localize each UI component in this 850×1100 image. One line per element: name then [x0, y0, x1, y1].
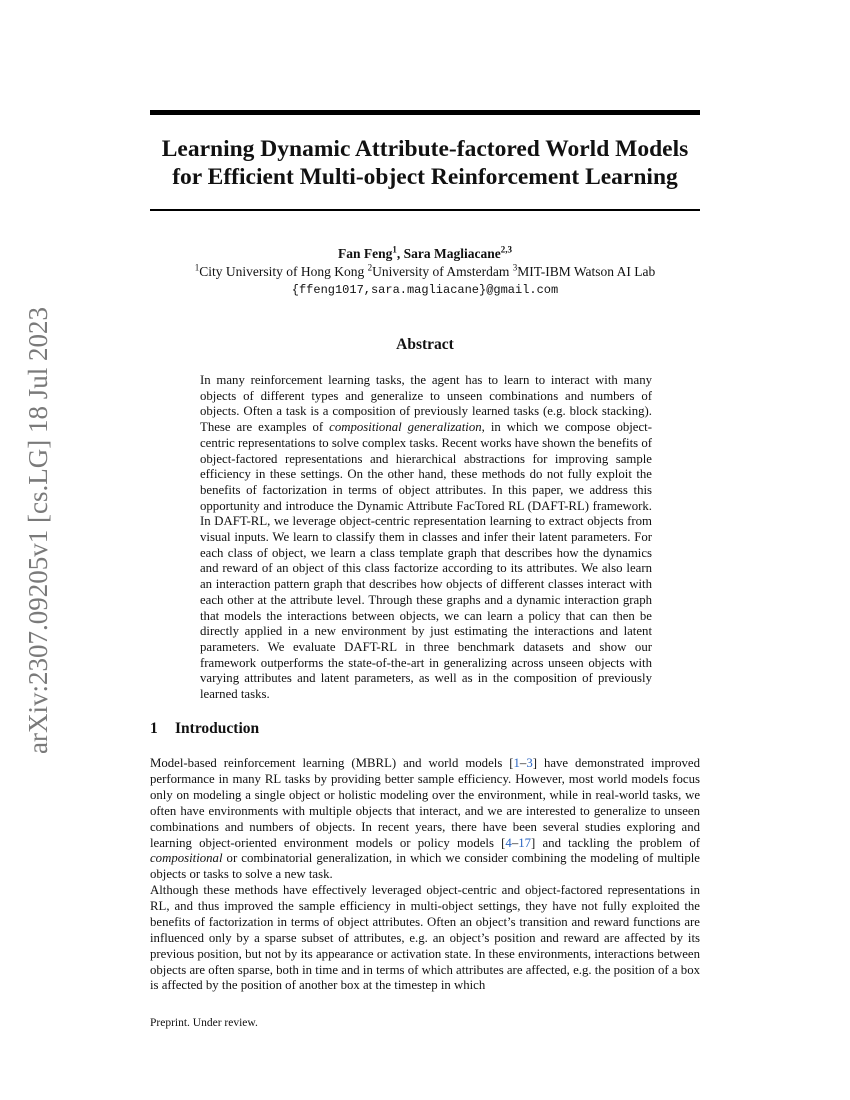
title-bottom-rule [150, 209, 700, 211]
intro-paragraph-2: Although these methods have effectively leveraged object-centric and object-factored representations in RL, and thus improved the sample efficiency in multi-object settings, they have not fully exploited the benefits of factorization in terms of object attributes. Often an object’s transition and reward functions are influenced only by a sparse subset of attributes, e.g. an object’s position and reward are affected by its previous position, but not by its appearance or activation state. In these environments, interactions between objects are often sparse, both in time and in terms of which attributes are affected, e.g. the position of a box is affected by the position of another box at the timestep in which [150, 883, 700, 993]
author-name: Fan Feng [337, 246, 393, 261]
section-number: 1 [150, 720, 158, 737]
title-top-rule [150, 110, 700, 115]
affiliation-superscript: 1 [194, 262, 200, 273]
title-line-2: for Efficient Multi-object Reinforcement Learning [172, 164, 678, 190]
arxiv-identifier: arXiv:2307.09205v1 [cs.LG] 18 Jul 2023 [22, 306, 53, 754]
title-line-1: Learning Dynamic Attribute-factored World Models [161, 136, 689, 162]
author-separator: , [396, 246, 404, 261]
citation-dash: – [519, 756, 527, 770]
affiliation-superscript: 3 [512, 262, 518, 273]
affiliation: MIT-IBM Watson AI Lab [517, 264, 656, 279]
abstract-text: , in which we compose object-centric representations to solve complex tasks. Recent works have shown the benefits of object-factored representations and hierarchical abstractions for improving sample efficiency in these settings. On the other hand, these methods do not fully exploit the benefits of factorization in terms of object attributes. In this paper, we address this opportunity and introduce the Dynamic Attribute FacTored RL (DAFT-RL) framework. In DAFT-RL, we leverage object-centric representation learning to extract objects from visual inputs. We learn to classify them in classes and infer their latent parameters. For each class of object, we learn a class template graph that describes how the dynamics and reward of an object of this class factorize according to its attributes. We also learn an interaction pattern graph that describes how objects of different classes interact with each other at the attribute level. Through these graphs and a dynamic interaction graph that models the interactions between objects, we can learn a policy that can then be directly applied in a new environment by just estimating the interactions and latent parameters. We evaluate DAFT-RL in three benchmark datasets and show our framework outperforms the state-of-the-art in generalizing across unseen objects with varying attributes and latent parameters, as well as in the composition of previously learned tasks. [200, 420, 652, 702]
abstract-heading: Abstract [396, 336, 454, 353]
author-name: Sara Magliacane [403, 246, 501, 261]
author-list [150, 246, 700, 262]
author-superscript: 2,3 [500, 244, 512, 255]
paper-title [120, 135, 730, 191]
abstract-text: In many reinforcement learning tasks, the agent has to learn to interact with many objects of different types and generalize to unseen combinations and numbers of objects. Often a task is a composition of previously learned tasks (e.g. block stacking). These are examples of [200, 373, 652, 435]
author-email: {ffeng1017,sara.magliacane}@gmail.com [291, 283, 559, 297]
author-superscript: 1 [392, 244, 397, 255]
paragraph-text: ] have demonstrated improved performance in many RL tasks by providing better sample efficiency. However, most world models focus only on modeling a single object or holistic modeling over the environment, while in real-world tasks, we often have environments with multiple objects that interact, and we are interested to generalize to unseen combinations and numbers of objects. In recent years, there have been several studies exploring and learning object-oriented environment models or policy models [ [150, 756, 700, 850]
paragraph-text: Model-based reinforcement learning (MBRL) and world models [ [150, 756, 514, 770]
section-title: Introduction [175, 720, 260, 737]
affiliation: City University of Hong Kong [199, 264, 368, 279]
affiliation-list [150, 264, 700, 280]
citation-dash: – [511, 835, 519, 850]
paragraph-emphasis: compositional [150, 851, 223, 866]
page-footer: Preprint. Under review. [150, 1017, 258, 1029]
citation-link[interactable]: 4 [505, 835, 512, 850]
abstract-body [200, 373, 652, 703]
paragraph-text: or combinatorial generalization, in which we consider combining the modeling of multiple objects or tasks to solve a new task. [150, 851, 700, 882]
citation-link[interactable]: 17 [518, 835, 532, 850]
affiliation-superscript: 2 [367, 262, 373, 273]
paragraph-text: ] and tackling the problem of [531, 835, 700, 850]
citation-link[interactable]: 3 [526, 756, 533, 770]
section-heading-introduction [150, 720, 259, 738]
abstract-emphasis: compositional generalization [329, 420, 482, 435]
arxiv-side-stamp [12, 280, 64, 780]
intro-paragraph-1 [150, 756, 700, 883]
citation-link[interactable]: 1 [513, 756, 520, 770]
affiliation: University of Amsterdam [372, 264, 513, 279]
